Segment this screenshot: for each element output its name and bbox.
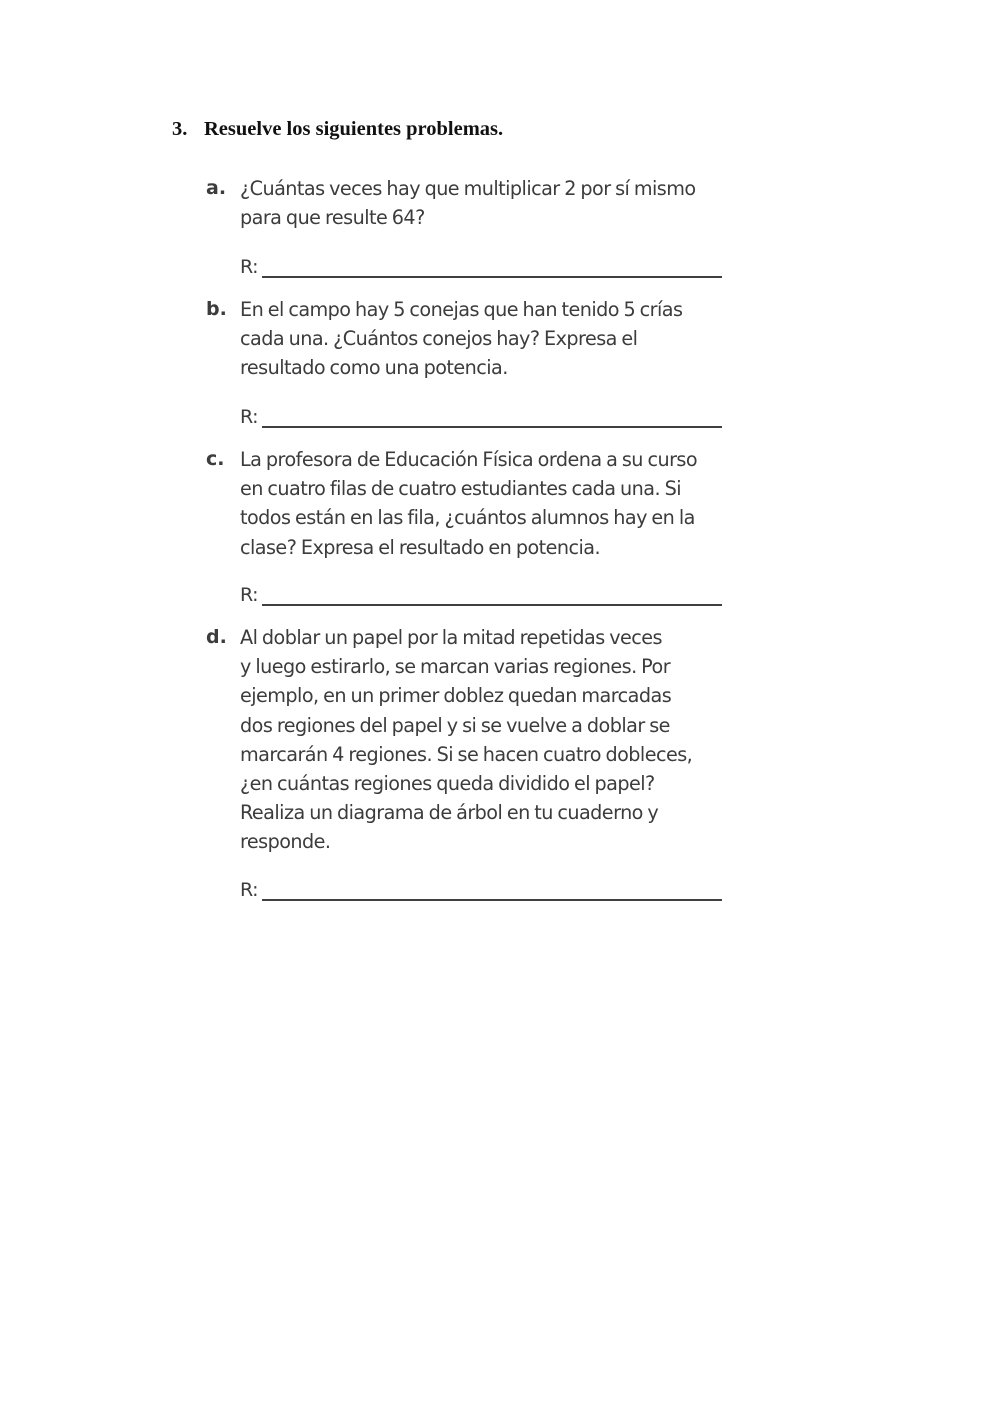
problem-text-line: ejemplo, en un primer doblez quedan marcadas [240, 684, 672, 708]
problem-letter: c. [206, 448, 225, 470]
answer-label: R: [240, 406, 259, 428]
answer-label: R: [240, 256, 259, 278]
problem-letter: a. [206, 177, 227, 199]
answer-field-c[interactable] [240, 580, 724, 610]
answer-line[interactable] [262, 604, 722, 606]
problem-text-line: para que resulte 64? [240, 206, 425, 230]
problem-text-line: resultado como una potencia. [240, 356, 508, 380]
problem-text-line: La profesora de Educación Física ordena a su curso [240, 448, 698, 471]
problem-text-line: y luego estirarlo, se marcan varias regiones. Por [240, 655, 671, 679]
section-title: Resuelve los siguientes problemas. [204, 118, 504, 140]
problem-text-line: todos están en las fila, ¿cuántos alumnos hay en la [240, 506, 695, 530]
problem-text-line: En el campo hay 5 conejas que han tenido 5 crías [240, 298, 683, 321]
problem-text-line: ¿en cuántas regiones queda dividido el papel? [240, 772, 655, 796]
problem-letter: b. [206, 298, 227, 320]
problem-text [240, 174, 730, 232]
answer-field-d[interactable] [240, 875, 724, 905]
problem-text-line: cada una. ¿Cuántos conejos hay? Expresa el [240, 327, 638, 351]
problem-text [240, 445, 730, 562]
answer-line[interactable] [262, 899, 722, 901]
answer-field-a[interactable] [240, 252, 724, 282]
answer-field-b[interactable] [240, 402, 724, 432]
answer-label: R: [240, 879, 259, 901]
problem-text-line: Realiza un diagrama de árbol en tu cuaderno y [240, 801, 659, 825]
problem-text [240, 295, 730, 383]
problem-text-line: clase? Expresa el resultado en potencia. [240, 535, 601, 559]
problem-text-line: ¿Cuántas veces hay que multiplicar 2 por sí mismo [240, 177, 696, 200]
problem-text [240, 623, 730, 857]
problem-text-line: marcarán 4 regiones. Si se hacen cuatro dobleces, [240, 742, 693, 766]
problem-text-line: Al doblar un papel por la mitad repetidas veces [240, 626, 662, 649]
problem-text-line: en cuatro filas de cuatro estudiantes cada una. Si [240, 477, 681, 501]
answer-line[interactable] [262, 426, 722, 428]
problem-text-line: responde. [240, 830, 331, 854]
problem-text-line: dos regiones del papel y si se vuelve a doblar se [240, 713, 670, 737]
answer-line[interactable] [262, 276, 722, 278]
problem-letter: d. [206, 626, 227, 648]
answer-label: R: [240, 584, 259, 606]
section-heading [172, 118, 503, 141]
section-number: 3. [172, 118, 188, 140]
